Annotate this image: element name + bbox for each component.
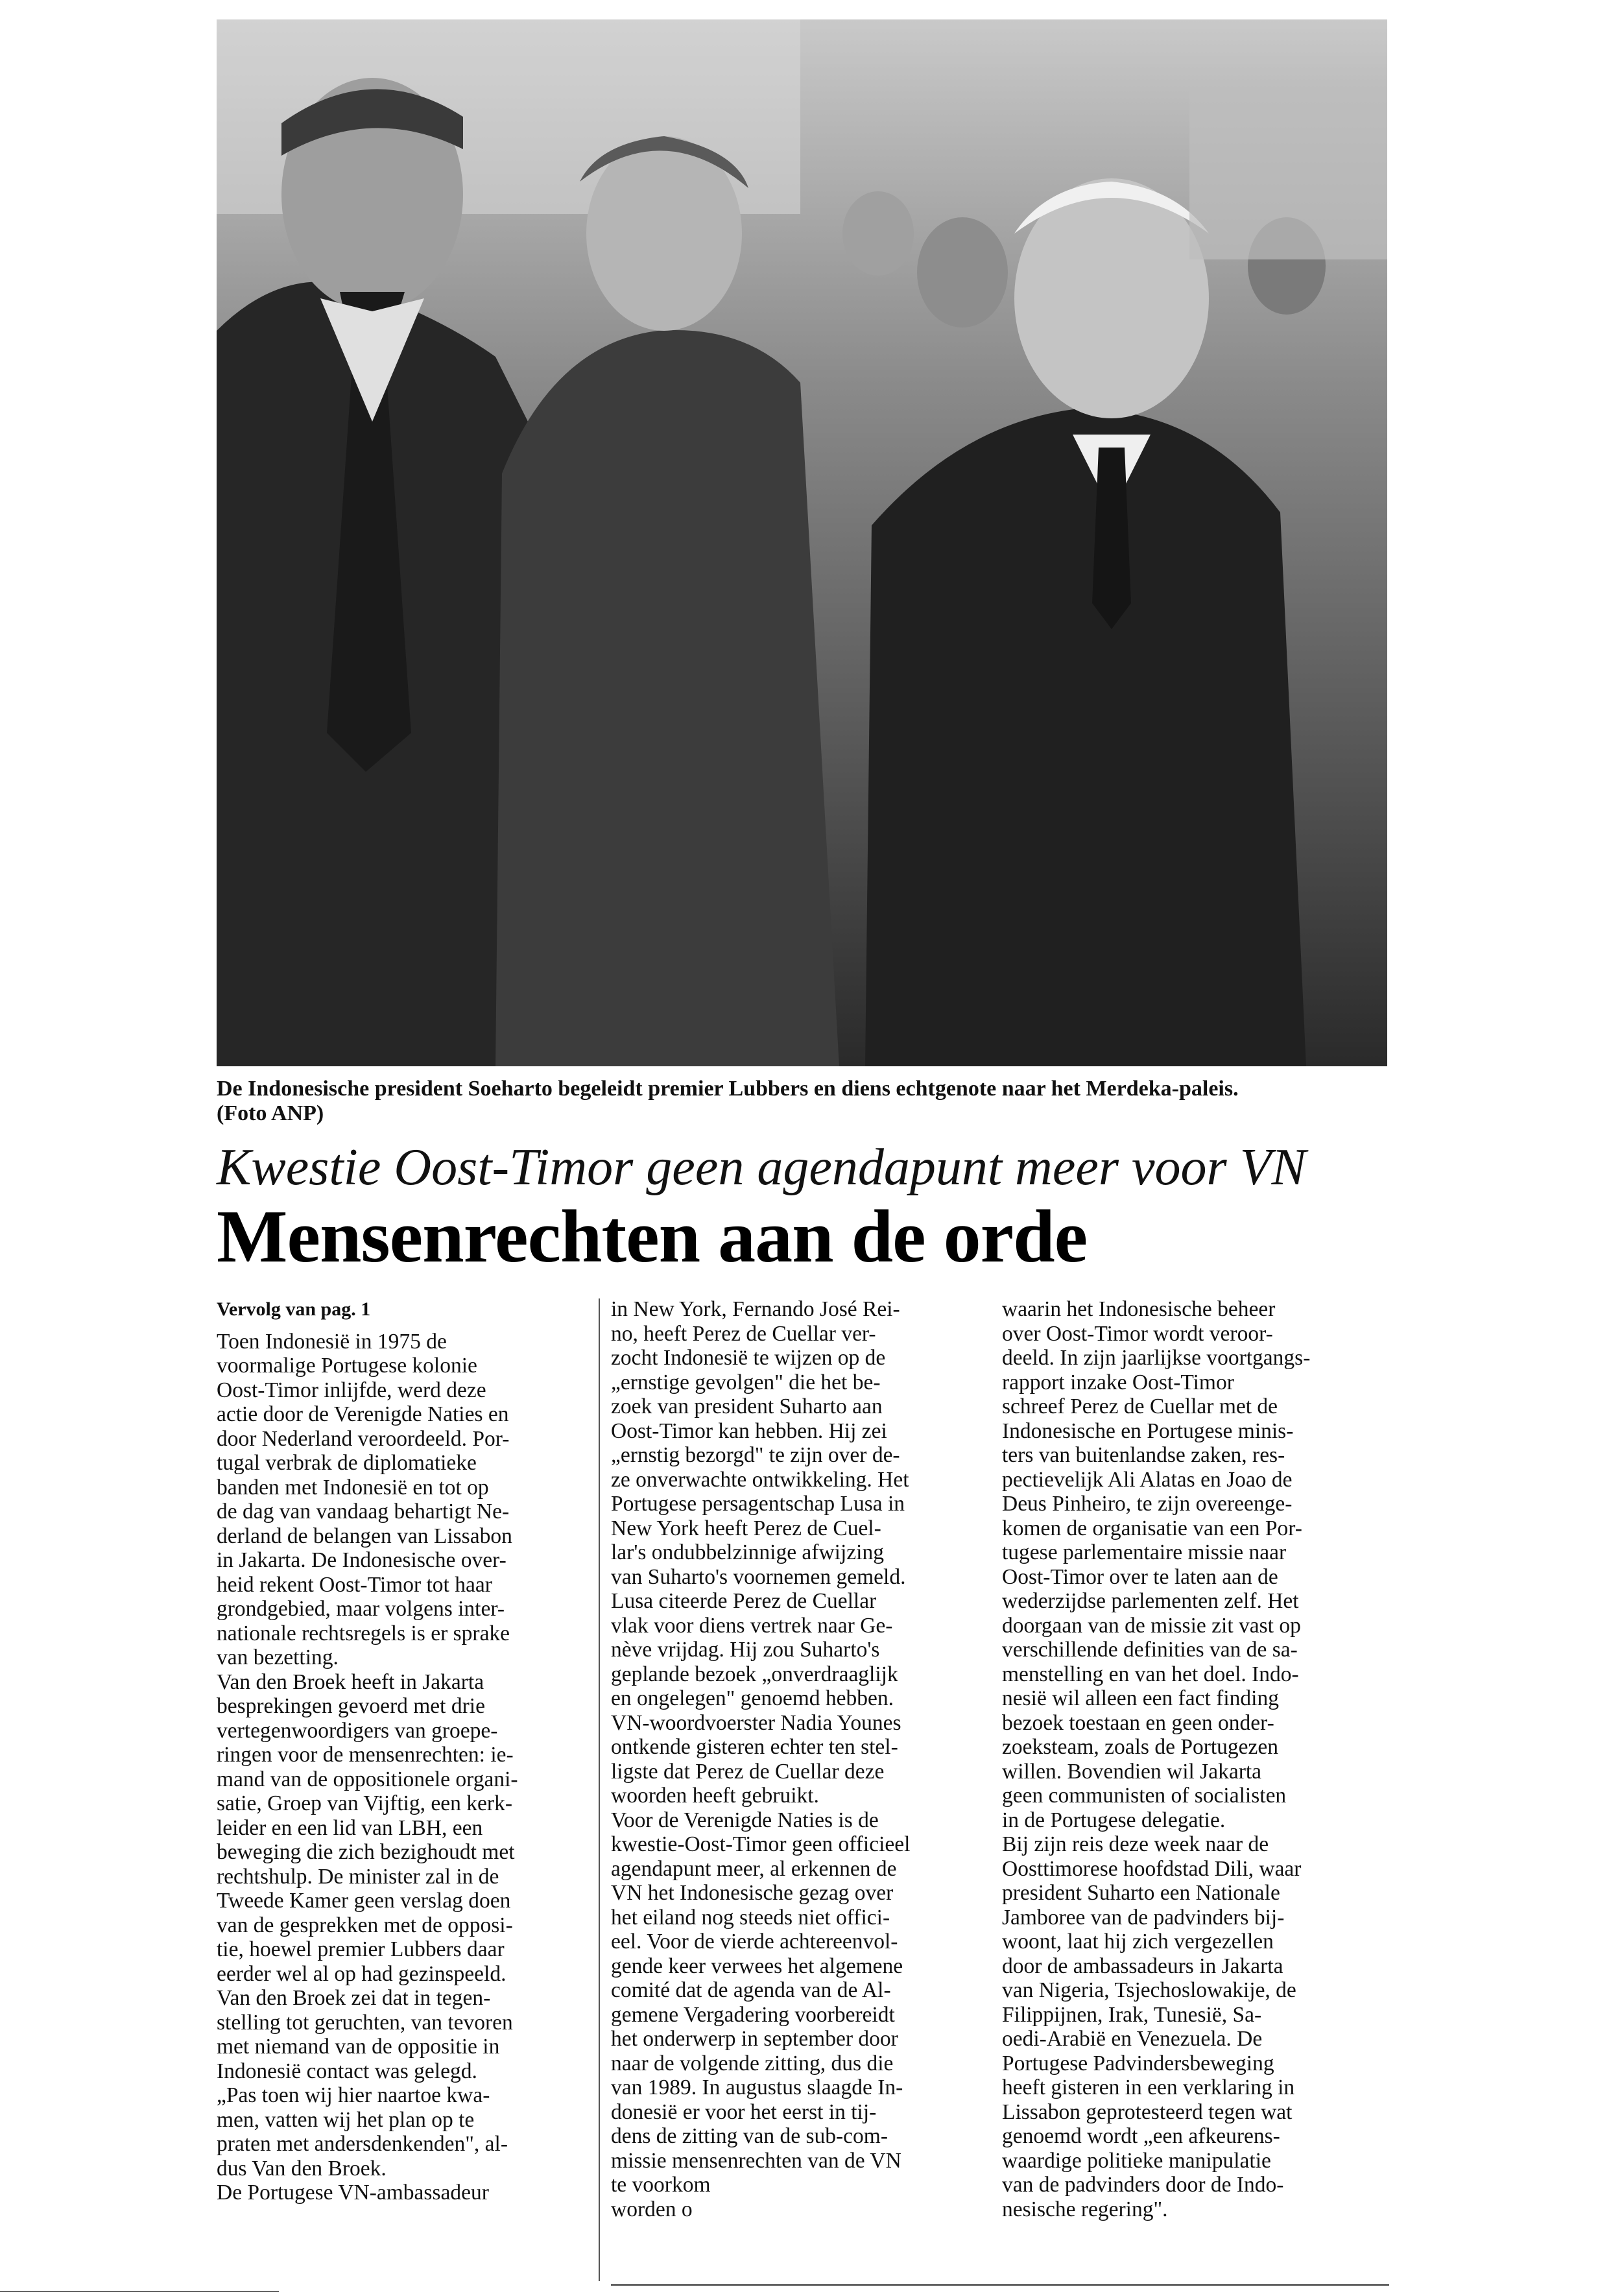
article-line: voormalige Portugese kolonie (217, 1354, 477, 1378)
caption-text: De Indonesische president Soeharto begeleidt premier Lubbers en diens echtgenote naar het Merdeka-paleis. (217, 1077, 1239, 1101)
article-line: naar de volgende zitting, dus die (611, 2051, 894, 2075)
article-line: vertegenwoordigers van groepe- (217, 1718, 498, 1743)
article-column-1 (217, 1297, 567, 2205)
article-line: nève vrijdag. Hij zou Suharto's (611, 1638, 880, 1662)
article-line: het onderwerp in september door (611, 2027, 898, 2051)
article-line: Indonesië contact was gelegd. (217, 2059, 477, 2083)
article-line: van Nigeria, Tsjechoslowakije, de (1002, 1978, 1296, 2002)
article-line: in Jakarta. De Indonesische over- (217, 1548, 507, 1572)
article-line: de dag van vandaag behartigt Ne- (217, 1500, 510, 1524)
article-line: „Pas toen wij hier naartoe kwa- (217, 2083, 490, 2107)
article-line: pectievelijk Ali Alatas en Joao de (1002, 1467, 1293, 1492)
article-line: geen communisten of socialisten (1002, 1784, 1287, 1808)
article-line: worden o (611, 2197, 693, 2221)
article-line: Lissabon geprotesteerd tegen wat (1002, 2099, 1293, 2124)
article-line: missie mensenrechten van de VN (611, 2148, 901, 2173)
article-line: Portugese persagentschap Lusa in (611, 1492, 905, 1516)
article-line: beweging die zich bezighoudt met (217, 1840, 515, 1864)
article-line: waardige politieke manipulatie (1002, 2148, 1271, 2173)
article-line: eerder wel al op had gezinspeeld. (217, 1961, 507, 1986)
article-line: door de ambassadeurs in Jakarta (1002, 1954, 1283, 1978)
article-line: Bij zijn reis deze week naar de (1002, 1832, 1269, 1856)
article-line: menstelling en van het doel. Indo- (1002, 1662, 1299, 1686)
article-line: men, vatten wij het plan op te (217, 2107, 475, 2132)
article-line: ontkende gisteren echter ten stel- (611, 1735, 898, 1759)
article-line: „ernstige gevolgen" die het be- (611, 1370, 881, 1394)
bottom-rule (611, 2284, 1389, 2286)
article-line: Portugese Padvindersbeweging (1002, 2051, 1274, 2075)
article-line: over Oost-Timor wordt veroor- (1002, 1321, 1273, 1346)
article-line: grondgebied, maar volgens inter- (217, 1597, 505, 1621)
article-line: van de padvinders door de Indo- (1002, 2173, 1284, 2197)
article-line: comité dat de agenda van de Al- (611, 1978, 891, 2002)
column-1-text (217, 1330, 567, 2205)
article-line: besprekingen gevoerd met drie (217, 1694, 485, 1718)
article-line: Lusa citeerde Perez de Cuellar (611, 1589, 877, 1613)
article-line: gende keer verwees het algemene (611, 1954, 903, 1978)
article-line: nesische regering". (1002, 2197, 1168, 2221)
article-line: schreef Perez de Cuellar met de (1002, 1394, 1278, 1418)
article-line: in New York, Fernando José Rei- (611, 1297, 900, 1321)
article-line: Indonesische en Portugese minis- (1002, 1418, 1294, 1443)
article-line: deeld. In zijn jaarlijkse voortgangs- (1002, 1346, 1311, 1370)
photo-caption (217, 1077, 1397, 1126)
article-line: mand van de oppositionele organi- (217, 1767, 518, 1791)
article-line: actie door de Verenigde Naties en (217, 1402, 509, 1426)
article-line: Oosttimorese hoofdstad Dili, waar (1002, 1856, 1302, 1881)
article-line: verschillende definities van de sa- (1002, 1638, 1298, 1662)
article-line: donesië er voor het eerst in tij- (611, 2099, 877, 2124)
article-line: VN-woordvoerster Nadia Younes (611, 1710, 901, 1735)
article-line: nesië wil alleen een fact finding (1002, 1686, 1279, 1710)
article-line: no, heeft Perez de Cuellar ver- (611, 1321, 876, 1346)
article-line: doorgaan van de missie zit vast op (1002, 1613, 1301, 1638)
article-line: te voorkom (611, 2173, 711, 2197)
article-line: Jamboree van de padvinders bij- (1002, 1905, 1285, 1930)
photo-credit: (Foto ANP) (217, 1101, 324, 1125)
article-line: heeft gisteren in een verklaring in (1002, 2075, 1295, 2099)
article-line: zocht Indonesië te wijzen op de (611, 1346, 886, 1370)
news-photo (217, 19, 1387, 1066)
article-line: heid rekent Oost-Timor tot haar (217, 1572, 492, 1597)
article-line: De Portugese VN-ambassadeur (217, 2181, 489, 2205)
article-line: Voor de Verenigde Naties is de (611, 1808, 879, 1832)
article-line: kwestie-Oost-Timor geen officieel (611, 1832, 911, 1856)
column-divider (599, 1298, 600, 2281)
article-line: dus Van den Broek. (217, 2156, 387, 2181)
continuation-note: Vervolg van pag. 1 (217, 1298, 371, 1320)
article-line: tugese parlementaire missie naar (1002, 1540, 1287, 1564)
article-line: het eiland nog steeds niet offici- (611, 1905, 890, 1930)
article-line: New York heeft Perez de Cuel- (611, 1516, 881, 1540)
article-line: genoemd wordt „een afkeurens- (1002, 2124, 1280, 2148)
article-line: komen de organisatie van een Por- (1002, 1516, 1302, 1540)
article-line: leider en een lid van LBH, een (217, 1815, 483, 1840)
article-line: ligste dat Perez de Cuellar deze (611, 1759, 885, 1784)
article-line: VN het Indonesische gezag over (611, 1881, 894, 1905)
article-line: met niemand van de oppositie in (217, 2035, 500, 2059)
article-line: satie, Groep van Vijftig, een kerk- (217, 1791, 512, 1815)
article-line: tie, hoewel premier Lubbers daar (217, 1937, 505, 1961)
article-line: Tweede Kamer geen verslag doen (217, 1889, 511, 1913)
article-line: willen. Bovendien wil Jakarta (1002, 1759, 1262, 1784)
article-line: stelling tot geruchten, van tevoren (217, 2010, 513, 2035)
article-line: gemene Vergadering voorbereidt (611, 2002, 895, 2027)
article-line: nationale rechtsregels is er sprake (217, 1621, 510, 1645)
article-line: Toen Indonesië in 1975 de (217, 1329, 447, 1354)
article-headline: Mensenrechten aan de orde (217, 1195, 1088, 1278)
article-line: woont, laat hij zich vergezellen (1002, 1930, 1274, 1954)
article-line: woorden heeft gebruikt. (611, 1784, 819, 1808)
article-line: van de gesprekken met de opposi- (217, 1913, 513, 1937)
article-line: door Nederland veroordeeld. Por- (217, 1426, 510, 1451)
article-line: „ernstig bezorgd" te zijn over de- (611, 1443, 900, 1467)
article-line: Oost-Timor over te laten aan de (1002, 1564, 1278, 1589)
article-line: zoek van president Suharto aan (611, 1394, 883, 1418)
article-line: waarin het Indonesische beheer (1002, 1297, 1276, 1321)
article-line: Oost-Timor kan hebben. Hij zei (611, 1418, 887, 1443)
article-line: ringen voor de mensenrechten: ie- (217, 1743, 514, 1767)
article-line: Van den Broek zei dat in tegen- (217, 1986, 491, 2010)
article-line: dens de zitting van de sub-com- (611, 2124, 888, 2148)
article-line: geplande bezoek „onverdraaglijk (611, 1662, 898, 1686)
column-3-text (1002, 1297, 1352, 2221)
article-column-2 (611, 1297, 961, 2221)
column-2-text (611, 1297, 961, 2221)
article-line: en ongelegen" genoemd hebben. (611, 1686, 894, 1710)
article-line: van Suharto's voornemen gemeld. (611, 1564, 906, 1589)
article-line: ze onverwachte ontwikkeling. Het (611, 1467, 909, 1492)
article-line: agendapunt meer, al erkennen de (611, 1856, 897, 1881)
article-line: bezoek toestaan en geen onder- (1002, 1710, 1274, 1735)
article-line: lar's ondubbelzinnige afwijzing (611, 1540, 884, 1564)
article-line: president Suharto een Nationale (1002, 1881, 1280, 1905)
article-line: tugal verbrak de diplomatieke (217, 1451, 477, 1475)
article-line: eel. Voor de vierde achtereenvol- (611, 1930, 898, 1954)
article-line: banden met Indonesië en tot op (217, 1475, 489, 1500)
article-line: van 1989. In augustus slaagde In- (611, 2075, 903, 2099)
article-column-3 (1002, 1297, 1352, 2221)
article-line: derland de belangen van Lissabon (217, 1524, 512, 1548)
article-line: Deus Pinheiro, te zijn overeenge- (1002, 1492, 1293, 1516)
article-line: zoeksteam, zoals de Portugezen (1002, 1735, 1279, 1759)
article-line: rechtshulp. De minister zal in de (217, 1864, 499, 1889)
article-line: praten met andersdenkenden", al- (217, 2132, 508, 2156)
article-line: vlak voor diens vertrek naar Ge- (611, 1613, 893, 1638)
article-line: Van den Broek heeft in Jakarta (217, 1669, 484, 1694)
article-line: rapport inzake Oost-Timor (1002, 1370, 1234, 1394)
press-photo-icon (217, 19, 1387, 1066)
article-line: ters van buitenlandse zaken, res- (1002, 1443, 1285, 1467)
article-line: van bezetting. (217, 1645, 339, 1669)
article-kicker: Kwestie Oost-Timor geen agendapunt meer voor VN (217, 1139, 1306, 1196)
article-line: in de Portugese delegatie. (1002, 1808, 1226, 1832)
article-line: Filippijnen, Irak, Tunesië, Sa- (1002, 2002, 1262, 2027)
scan-edge-line (0, 2291, 279, 2292)
article-line: Oost-Timor inlijfde, werd deze (217, 1378, 486, 1402)
article-line: oedi-Arabië en Venezuela. De (1002, 2027, 1263, 2051)
article-line: wederzijdse parlementen zelf. Het (1002, 1589, 1299, 1613)
